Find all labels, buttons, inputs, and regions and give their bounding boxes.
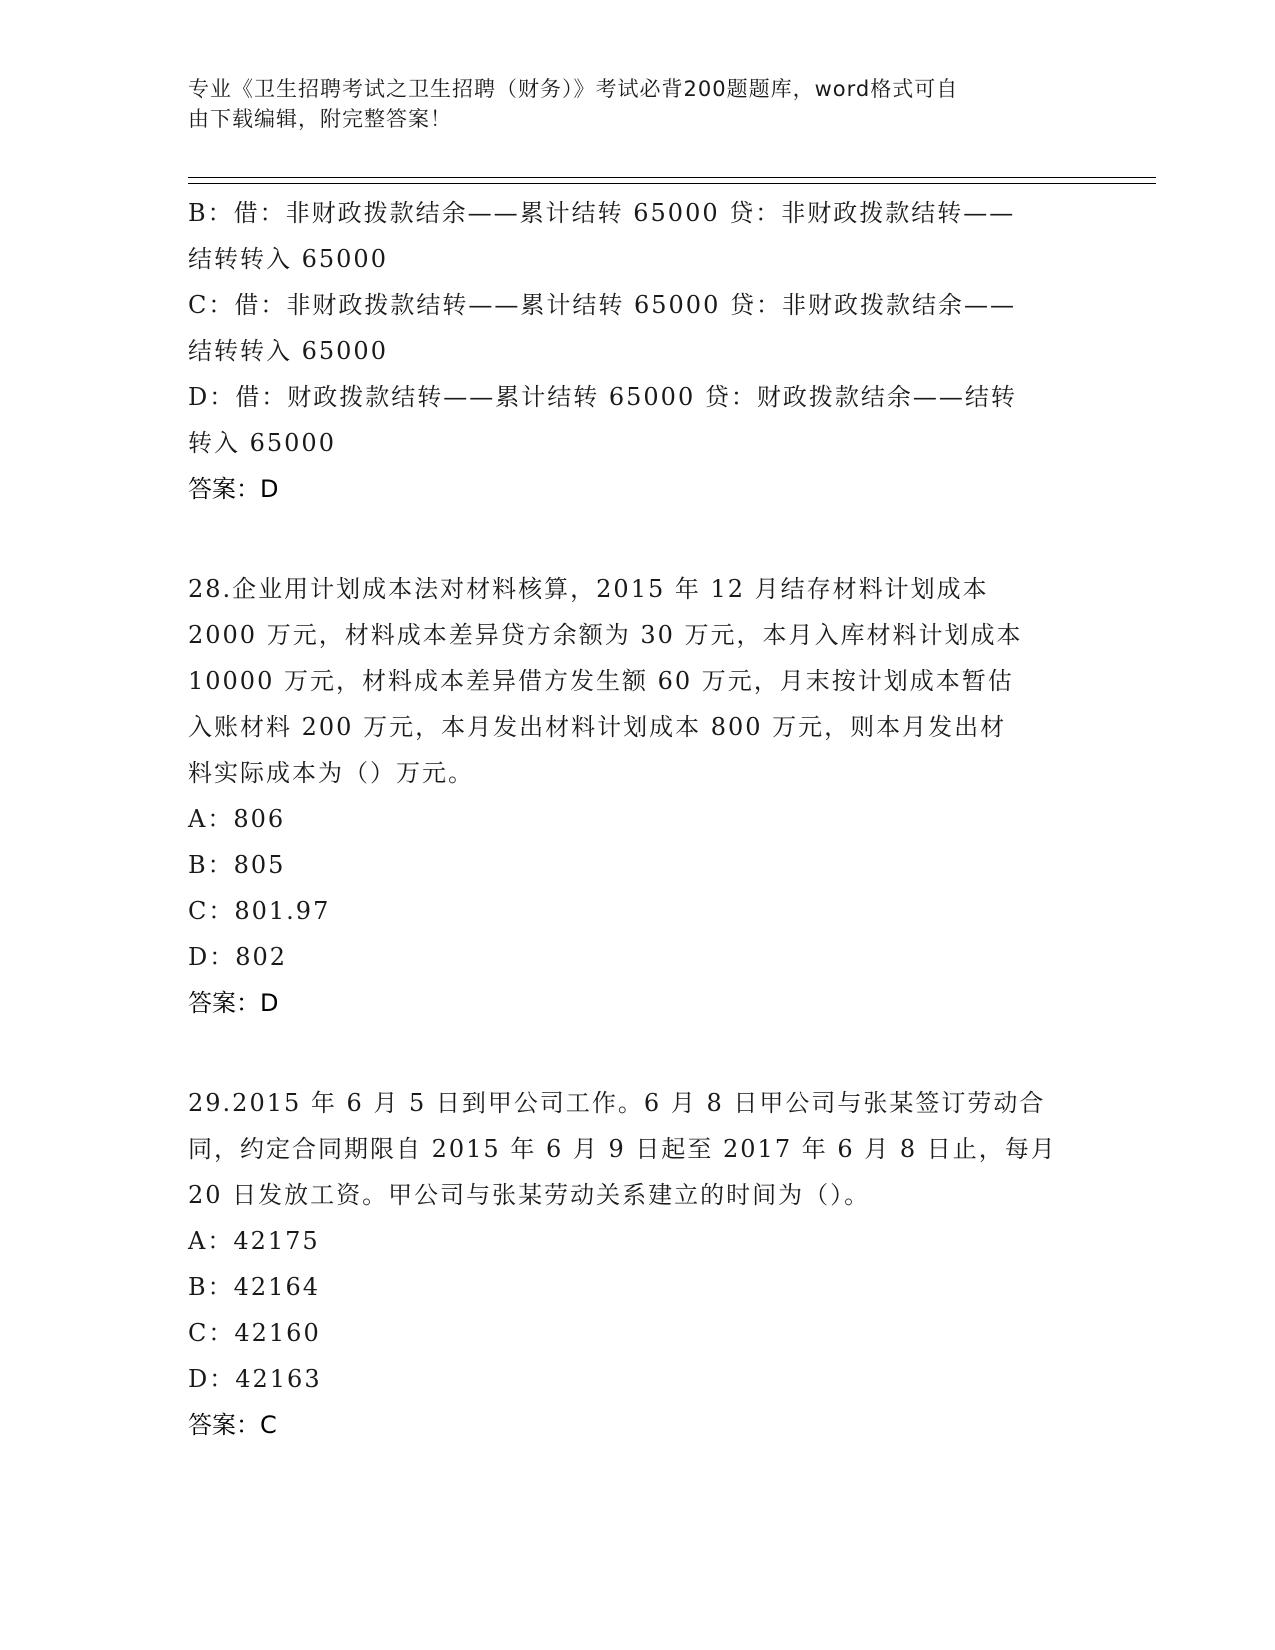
q29-option-a: A：42175 xyxy=(188,1227,320,1255)
q29-stem-line: 同，约定合同期限自 2015 年 6 月 9 日起至 2017 年 6 月 8 日止，每月 xyxy=(188,1135,1057,1163)
q29-option-c: C：42160 xyxy=(188,1319,321,1347)
header-divider-top xyxy=(188,177,1156,178)
q27-option-d-line-2: 转入 65000 xyxy=(188,429,336,457)
spacer xyxy=(188,1026,1088,1080)
header-line-2: 由下载编辑，附完整答案！ xyxy=(188,107,452,131)
header-line-1: 专业《卫生招聘考试之卫生招聘（财务）》考试必背200题题库，word格式可自 xyxy=(188,77,959,101)
header-divider-bottom xyxy=(188,183,1156,184)
question-27 xyxy=(188,190,1088,512)
q27-option-b-line-1: B：借：非财政拨款结余——累计结转 65000 贷：非财政拨款结转—— xyxy=(188,199,1016,227)
q28-option-a: A：806 xyxy=(188,805,286,833)
q29-stem-line: 20 日发放工资。甲公司与张某劳动关系建立的时间为（）。 xyxy=(188,1181,871,1209)
q27-option-b-line-2: 结转转入 65000 xyxy=(188,245,388,273)
question-28 xyxy=(188,566,1088,1026)
q29-option-b: B：42164 xyxy=(188,1273,320,1301)
spacer xyxy=(188,512,1088,566)
q27-option-c-line-1: C：借：非财政拨款结转——累计结转 65000 贷：非财政拨款结余—— xyxy=(188,291,1016,319)
q28-option-d: D：802 xyxy=(188,943,288,971)
q28-stem-line: 入账材料 200 万元，本月发出材料计划成本 800 万元，则本月发出材 xyxy=(188,713,1007,741)
q28-option-b: B：805 xyxy=(188,851,286,879)
question-29 xyxy=(188,1080,1088,1448)
q28-stem-line: 2000 万元，材料成本差异贷方余额为 30 万元，本月入库材料计划成本 xyxy=(188,621,1023,649)
document-body xyxy=(188,190,1088,1448)
q29-option-d: D：42163 xyxy=(188,1365,322,1393)
q28-option-c: C：801.97 xyxy=(188,897,331,925)
q27-option-d-line-1: D：借：财政拨款结转——累计结转 65000 贷：财政拨款结余——结转 xyxy=(188,383,1017,411)
q28-stem-line: 10000 万元，材料成本差异借方发生额 60 万元，月末按计划成本暂估 xyxy=(188,667,1014,695)
q28-stem-line: 料实际成本为（）万元。 xyxy=(188,759,474,787)
q29-answer: 答案：C xyxy=(188,1411,277,1439)
q28-stem-line: 28.企业用计划成本法对材料核算，2015 年 12 月结存材料计划成本 xyxy=(188,575,989,603)
page-header xyxy=(188,74,1068,134)
q28-answer: 答案：D xyxy=(188,989,279,1017)
q29-stem-line: 29.2015 年 6 月 5 日到甲公司工作。6 月 8 日甲公司与张某签订劳动合 xyxy=(188,1089,1046,1117)
q27-answer: 答案：D xyxy=(188,475,279,503)
q27-option-c-line-2: 结转转入 65000 xyxy=(188,337,388,365)
